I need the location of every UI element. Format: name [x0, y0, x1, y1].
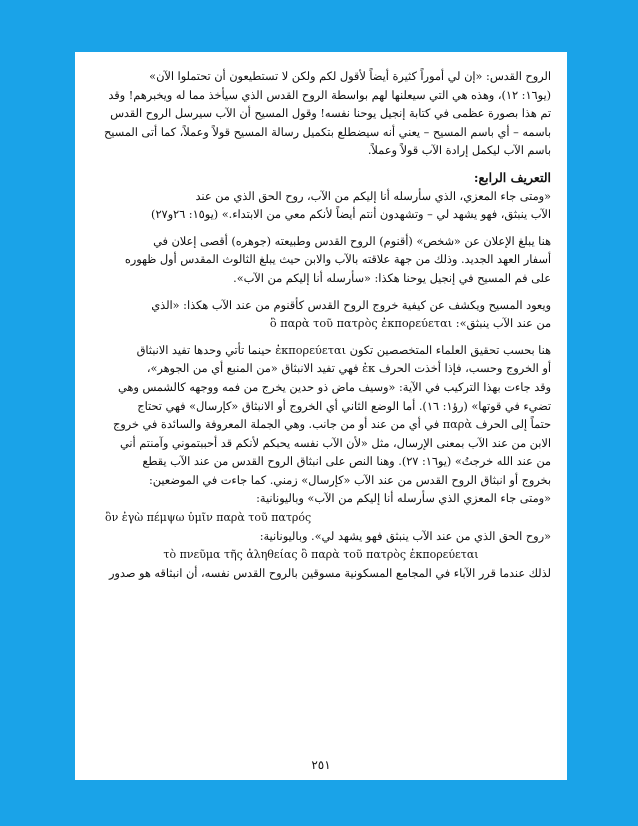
text-line: لذلك عندما قرر الآباء في المجامع المسكونية مسوقين بالروح القدس نفسه، أن انبثاقه هو صدور — [108, 566, 551, 580]
text-line: باسمه – أي باسم المسيح – يعني أنه سيضطلع بتكميل رسالة المسيح قولاً وعملاً، كما أتى المسيح — [103, 125, 551, 139]
text-line: وقد جاءت بهذا التركيب في الآية: «وسيف ماض ذو حدين يخرج من فمه ووجهه كالشمس وهي — [117, 380, 551, 394]
greek-quote: ὃν ἐγὼ πέμψω ὑμῖν παρὰ τοῦ πατρός — [105, 511, 312, 525]
text-line: الروح القدس: «إن لي أموراً كثيرة أيضاً لأقول لكم ولكن لا تستطيعون أن تحتملوا الآن» — [149, 70, 551, 83]
text-line: الآب ينبثق، فهو يشهد لي – وتشهدون أنتم أيضاً لأنكم معي من الابتداء.» (يو١٥: ٢٦و٢٧) — [151, 208, 551, 222]
text-line: أو الخروج وحسب، فإذا أخذت الحرف ἐκ فهي تفيد الانبثاق «من المنبع أي من الجوهر»، — [146, 362, 551, 376]
text-line: تضيء في قوتها» (رؤ١: ١٦). أما الوضع الثاني أي الخروج أو الانبثاق «كإرسال» فهي تحتاج — [137, 399, 551, 413]
text-line: تم هذا بصورة عظمى في كتابة إنجيل يوحنا نفسه! وقول المسيح أن الآب سيرسل الروح القدس — [110, 107, 551, 121]
text-line: «روح الحق الذي من عند الآب ينبثق فهو يشهد لي». وباليونانية: — [259, 529, 551, 543]
text-line: «ومتى جاء المعزي الذي سأرسله أنا إليكم من الآب» وباليونانية: — [256, 492, 551, 506]
text-line: أسفار العهد الجديد. وذلك من جهة علاقته بالآب والابن حيث يبلغ الثالوث المقدس أول ظهوره — [124, 253, 551, 267]
paragraph-gap — [91, 334, 551, 342]
text-line: هنا بحسب تحقيق العلماء المتخصصين تكون ἐκπορεύεται حينما تأتي وحدها تفيد الانبثاق — [136, 343, 551, 357]
section-heading: التعريف الرابع: — [473, 169, 551, 185]
text-line: باسم الآب ليكمل إرادة الآب قولاً وعملاً. — [367, 144, 551, 158]
text-line: (يو١٦: ١٢)، وهذه هي التي سيعلنها لهم بواسطة الروح القدس الذي سيأخذ مما له ويخبرهم! وقد — [108, 88, 551, 102]
book-page — [75, 52, 567, 780]
text-line: بخروج أو انبثاق الروح القدس من عند الآب «كإرسال» زمني. كما جاءت في الموضعين: — [148, 473, 551, 487]
paragraph-gap — [91, 225, 551, 233]
paragraph-gap — [91, 161, 551, 169]
text-line: الابن من عند الآب بمعنى الإرسال، مثل «لأن الآب نفسه يحبكم لأنكم قد أحببتموني وآمنتم أني — [120, 436, 551, 450]
text-line: «ومتى جاء المعزي، الذي سأرسله أنا إليكم من الآب، روح الحق الذي من عند — [195, 189, 551, 203]
text-line: على فم المسيح في إنجيل يوحنا هكذا: «سأرسله أنا إليكم من الآب». — [233, 271, 551, 285]
text-line: من عند الله خرجتُ» (يو١٦: ٢٧). وهنا النص على انبثاق الروح القدس من عند الآب يقطع — [142, 455, 551, 469]
text-line: من عند الآب ينبثق»: ὃ παρὰ τοῦ πατρὸς ἐκπορεύεται — [269, 317, 551, 331]
page-number: ٢٥١ — [311, 758, 331, 772]
greek-quote: τὸ πνεῦμα τῆς ἀληθείας ὃ παρὰ τοῦ πατρὸς ἐκπορεύεται — [163, 548, 479, 562]
text-line: هنا يبلغ الإعلان عن «شخص» (أقنوم) الروح القدس وطبيعته (جوهره) أقصى إعلان في — [153, 234, 551, 248]
paragraph-gap — [91, 289, 551, 297]
text-line: حتماً إلى الحرف παρὰ في أي من عند أو من جانب. وهي الجملة المعروفة والسائدة في خروج — [112, 418, 551, 432]
page-text — [91, 68, 551, 583]
text-line: ويعود المسيح ويكشف عن كيفية خروج الروح القدس كأقنوم من عند الآب هكذا: «الذي — [151, 298, 551, 312]
